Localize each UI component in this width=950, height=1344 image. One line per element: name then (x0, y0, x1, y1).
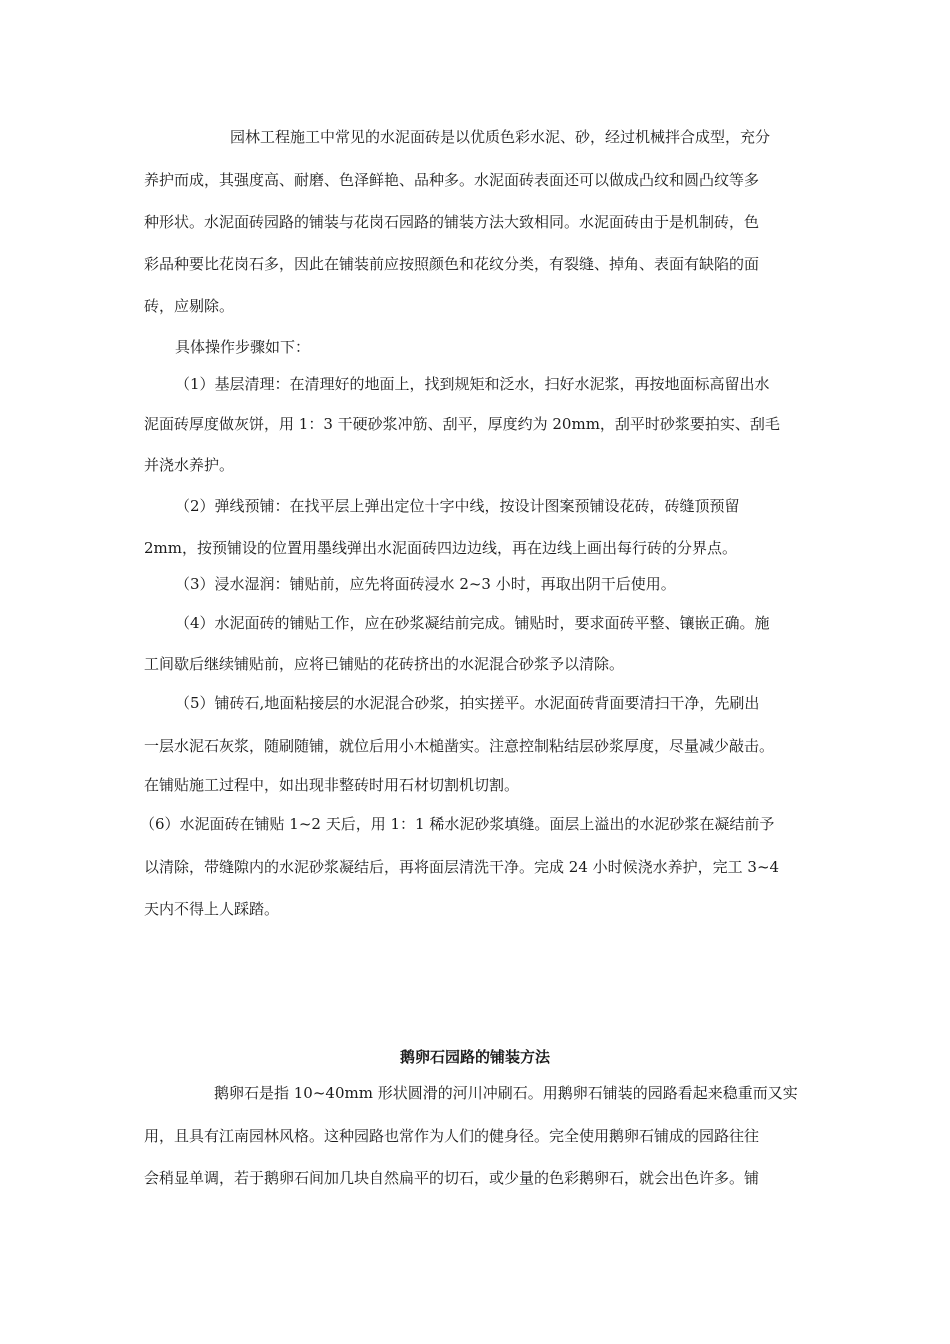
step-5-line: 在铺贴施工过程中，如出现非整砖时用石材切割机切割。 (144, 776, 520, 794)
step-1-line: 并浇水养护。 (144, 456, 235, 474)
step-1-line: （1）基层清理：在清理好的地面上，找到规矩和泛水，扫好水泥浆，再按地面标高留出水 (175, 375, 770, 393)
step-3-line: （3）浸水湿润：铺贴前，应先将面砖浸水 2~3 小时，再取出阴干后使用。 (175, 575, 676, 593)
steps-intro: 具体操作步骤如下： (175, 338, 311, 356)
paragraph-line: 养护而成，其强度高、耐磨、色泽鲜艳、品种多。水泥面砖表面还可以做成凸纹和圆凸纹等多 (144, 171, 760, 189)
step-1-line: 泥面砖厚度做灰饼，用 1：3 干硬砂浆冲筋、刮平，厚度约为 20mm，刮平时砂浆要拍实、刮毛 (144, 415, 780, 433)
paragraph-line: 鹅卵石是指 10~40mm 形状圆滑的河川冲刷石。用鹅卵石铺装的园路看起来稳重而又实 (214, 1084, 798, 1102)
paragraph-line: 园林工程施工中常见的水泥面砖是以优质色彩水泥、砂，经过机械拌合成型，充分 (230, 128, 771, 146)
step-5-line: 一层水泥石灰浆，随刷随铺，就位后用小木槌凿实。注意控制粘结层砂浆厚度，尽量减少敲击。 (144, 737, 775, 755)
step-4-line: 工间歇后继续铺贴前，应将已铺贴的花砖挤出的水泥混合砂浆予以清除。 (144, 655, 625, 673)
paragraph-line: 种形状。水泥面砖园路的铺装与花岗石园路的铺装方法大致相同。水泥面砖由于是机制砖，色 (144, 213, 760, 231)
step-5-line: （5）铺砖石,地面粘接层的水泥混合砂浆，拍实搓平。水泥面砖背面要清扫干净，先刷出 (175, 694, 760, 712)
step-2-line: 2mm，按预铺设的位置用墨线弹出水泥面砖四边边线，再在边线上画出每行砖的分界点。 (144, 539, 737, 557)
section-heading: 鹅卵石园路的铺装方法 (399, 1048, 550, 1066)
paragraph-line: 彩品种要比花岗石多，因此在铺装前应按照颜色和花纹分类，有裂缝、掉角、表面有缺陷的面 (144, 255, 760, 273)
paragraph-line: 用，且具有江南园林风格。这种园路也常作为人们的健身径。完全使用鹅卵石铺成的园路往往 (144, 1127, 760, 1145)
step-6-line: 以清除，带缝隙内的水泥砂浆凝结后，再将面层清洗干净。完成 24 小时候浇水养护，完工 3~4 (144, 858, 780, 876)
step-4-line: （4）水泥面砖的铺贴工作，应在砂浆凝结前完成。铺贴时，要求面砖平整、镶嵌正确。施 (175, 614, 770, 632)
step-6-line: 天内不得上人踩踏。 (144, 900, 280, 918)
paragraph-line: 会稍显单调，若于鹅卵石间加几块自然扁平的切石，或少量的色彩鹅卵石，就会出色许多。铺 (144, 1169, 760, 1187)
step-6-line: （6）水泥面砖在铺贴 1~2 天后，用 1：1 稀水泥砂浆填缝。面层上溢出的水泥砂浆在凝结前予 (140, 815, 775, 833)
step-2-line: （2）弹线预铺：在找平层上弹出定位十字中线，按设计图案预铺设花砖，砖缝顶预留 (175, 497, 740, 515)
paragraph-line: 砖，应剔除。 (144, 297, 235, 315)
